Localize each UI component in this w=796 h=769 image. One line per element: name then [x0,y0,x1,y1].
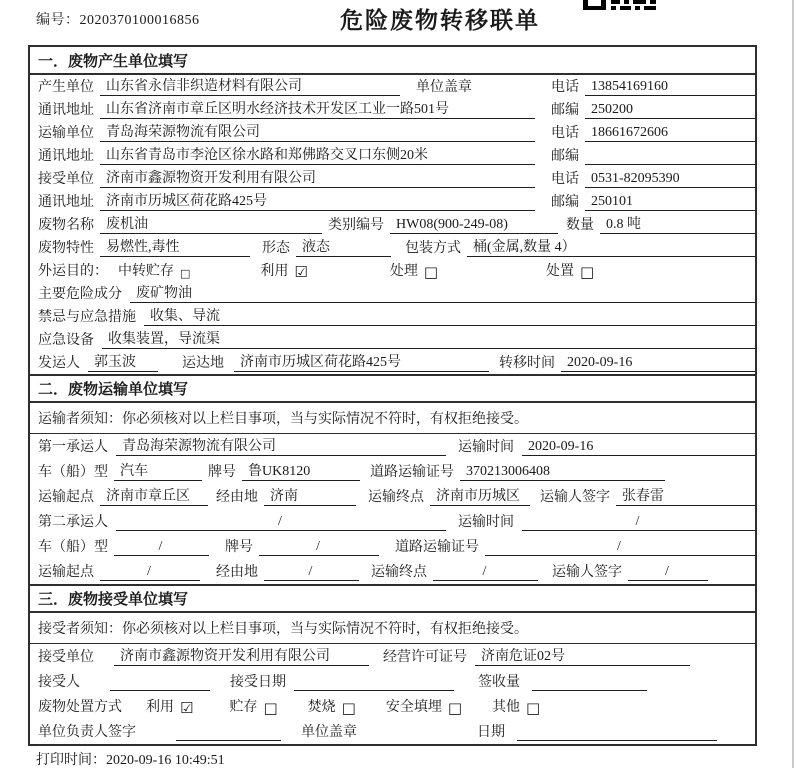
license-label: 经营许可证号 [383,650,467,665]
vehicle-type-label: 车（船）型 [38,465,108,480]
row-receiver [30,167,755,190]
transport-time-label: 运输时间 [458,515,514,530]
endpoint-label: 运输终点 [371,565,427,580]
first-vehicle-type-field: 汽车 [114,460,202,481]
chief-sign-label: 单位负责人签字 [38,725,136,740]
producer-address-field: 山东省济南市章丘区明水经济技术开发区工业一路501号 [100,98,535,119]
row-producer-address [30,98,755,121]
qr-code-fragment-icon [583,0,659,10]
phone-label: 电话 [551,172,579,187]
date-field [517,724,717,741]
receiver-address-field: 济南市历城区荷花路425号 [100,190,535,211]
disposal-landfill-checkbox-icon: □ [447,699,463,717]
second-carrier-field: / [116,514,446,531]
disposal-burn-checkbox [308,696,356,716]
first-road-permit-field: 370213006408 [460,464,665,481]
second-origin-field: / [100,564,200,581]
print-time-label: 打印时间： [36,753,106,768]
via-label: 经由地 [216,565,258,580]
amount-field [532,674,647,691]
second-endpoint-field: / [433,564,538,581]
row-shipper [30,351,755,374]
transporter-field: 青岛海荣源物流有限公司 [100,121,535,142]
row-chief-signature [30,719,755,744]
unit-seal-label: 单位盖章 [301,725,357,740]
receiver-label: 接受单位 [38,172,94,187]
treat-checkbox-icon: □ [423,263,439,281]
row-waste-character [30,236,755,259]
row-first-vehicle [30,459,755,484]
treat-label: 处理 [389,264,418,279]
shipper-field: 郭玉波 [88,351,158,372]
category-label: 类别编号 [328,218,384,233]
first-carrier-label: 第一承运人 [38,440,108,455]
zip-label: 邮编 [551,195,579,210]
row-emergency-equipment [30,328,755,351]
disposal-landfill-checkbox [386,696,462,716]
disposal-landfill-label: 安全填埋 [385,700,442,715]
disposal-burn-label: 焚烧 [307,700,336,715]
first-carrier-field: 青岛海荣源物流有限公司 [116,435,446,456]
row-hazard-component [30,282,755,305]
via-label: 经由地 [216,490,258,505]
disposal-method-label: 废物处置方式 [38,700,122,715]
row-acceptor [30,669,755,694]
row-second-route [30,559,755,584]
phone-label: 电话 [551,126,579,141]
plate-label: 牌号 [208,465,236,480]
packing-label: 包装方式 [405,241,461,256]
quantity-field: 0.8 吨 [600,213,755,234]
producer-phone-field: 13854169160 [585,79,755,96]
origin-label: 运输起点 [38,490,94,505]
treat-checkbox [390,260,438,280]
dispose-label: 处置 [546,264,575,279]
producer-zip-field: 250200 [585,102,755,119]
transfer-storage-checkbox [118,260,190,280]
row-second-vehicle [30,534,755,559]
disposal-other-checkbox [492,696,540,716]
address-label: 通讯地址 [38,149,94,164]
date-label: 日期 [477,725,505,740]
utilize-label: 利用 [260,264,289,279]
section1-title: 一．废物产生单位填写 [30,47,755,75]
row-transport-purpose [30,259,755,282]
transporter-label: 运输单位 [38,126,94,141]
first-origin-field: 济南市章丘区 [100,485,208,506]
transfer-time-field: 2020-09-16 [561,355,755,372]
disposal-store-label: 贮存 [229,700,258,715]
page-title: 危险废物转移联单 [340,7,540,33]
accept-date-label: 接受日期 [230,675,286,690]
zip-label: 邮编 [551,149,579,164]
transporter-notice: 运输者须知：你必须核对以上栏目事项，当与实际情况不符时，有权拒绝接受。 [30,403,755,434]
transfer-time-label: 转移时间 [499,356,555,371]
second-road-permit-field: / [485,539,755,556]
doc-number-value: 2020370100016856 [79,13,200,28]
second-plate-field: / [259,539,379,556]
accept-unit-field: 济南市鑫源物资开发利用有限公司 [114,645,369,666]
acceptor-field [110,674,210,691]
producer-label: 产生单位 [38,80,94,95]
waste-name-field: 废机油 [100,213,322,234]
receiver-phone-field: 0531-82095390 [585,171,755,188]
seal-label: 单位盖章 [416,80,472,95]
utilize-checkbox-icon: ☑ [294,263,308,281]
print-time-value: 2020-09-16 10:49:51 [106,753,225,768]
row-taboo-measures [30,305,755,328]
second-transport-time-field: / [522,514,755,531]
quantity-label: 数量 [566,218,594,233]
print-time [36,749,225,769]
character-field: 易燃性,毒性 [100,236,250,257]
row-first-carrier [30,434,755,459]
row-producer [30,75,755,98]
zip-label: 邮编 [551,103,579,118]
row-accept-unit [30,644,755,669]
license-field: 济南危证02号 [475,645,690,666]
chief-sign-field [176,724,281,741]
transporter-sign-label: 运输人签字 [540,490,610,505]
origin-label: 运输起点 [38,565,94,580]
taboo-label: 禁忌与应急措施 [38,310,136,325]
utilize-checkbox [260,260,307,280]
disposal-other-label: 其他 [492,700,521,715]
receiver-notice: 接受者须知：你必须核对以上栏目事项，当与实际情况不符时，有权拒绝接受。 [30,613,755,644]
equipment-label: 应急设备 [38,333,94,348]
second-vehicle-type-field: / [114,539,209,556]
document-header [0,0,796,44]
dispose-checkbox [546,260,594,280]
first-via-field: 济南 [264,485,356,506]
row-receiver-address [30,190,755,213]
page-edge-line [792,0,794,768]
equipment-field: 收集装置，导流渠 [102,328,755,349]
second-carrier-label: 第二承运人 [38,515,108,530]
first-transporter-sign-field: 张春雷 [616,485,755,506]
row-second-carrier [30,509,755,534]
accept-date-field [294,674,454,691]
accept-unit-label: 接受单位 [38,650,94,665]
producer-field: 山东省永信非织造材料有限公司 [100,75,400,96]
road-permit-label: 道路运输证号 [370,465,454,480]
road-permit-label: 道路运输证号 [395,540,479,555]
receiver-zip-field: 250101 [585,194,755,211]
doc-number-label: 编号： [36,13,80,28]
transport-time-label: 运输时间 [458,440,514,455]
purpose-label: 外运目的： [38,264,108,279]
transfer-storage-label: 中转贮存 [118,264,174,279]
transporter-sign-label: 运输人签字 [552,565,622,580]
endpoint-label: 运输终点 [368,490,424,505]
disposal-utilize-checkbox-icon: ☑ [180,699,194,717]
row-transporter [30,121,755,144]
character-label: 废物特性 [38,241,94,256]
hazard-field: 废矿物油 [130,282,755,303]
first-transport-time-field: 2020-09-16 [522,439,755,456]
row-waste-name [30,213,755,236]
section3-title: 三．废物接受单位填写 [30,584,755,613]
disposal-store-checkbox-icon: □ [263,699,278,717]
packing-field: 桶(金属,数量 4） [467,236,755,257]
vehicle-type-label: 车（船）型 [38,540,108,555]
disposal-utilize-label: 利用 [146,700,174,715]
receiver-field: 济南市鑫源物资开发利用有限公司 [100,167,535,188]
second-via-field: / [264,564,359,581]
category-field: HW08(900-249-08) [390,217,558,234]
transporter-address-field: 山东省青岛市李沧区徐水路和郑佛路交叉口东侧20米 [100,144,535,165]
taboo-field: 收集、导流 [144,305,755,326]
transfer-storage-checkbox-icon: □ [180,267,191,280]
phone-label: 电话 [551,80,579,95]
disposal-burn-checkbox-icon: □ [341,699,356,717]
transporter-zip-field [585,148,755,165]
form-label: 形态 [262,241,290,256]
section2-title: 二．废物运输单位填写 [30,374,755,403]
row-first-route [30,484,755,509]
disposal-store-checkbox [229,696,277,716]
acceptor-label: 接受人 [38,675,80,690]
address-label: 通讯地址 [38,195,94,210]
plate-label: 牌号 [225,540,253,555]
first-plate-field: 鲁UK8120 [242,460,360,481]
amount-label: 签收量 [478,675,520,690]
hazard-label: 主要危险成分 [38,287,122,302]
first-endpoint-field: 济南市历城区 [430,485,530,506]
destination-field: 济南市历城区荷花路425号 [234,351,489,372]
disposal-utilize-checkbox [146,696,193,716]
doc-number [36,9,200,29]
waste-name-label: 废物名称 [38,218,94,233]
dispose-checkbox-icon: □ [580,263,595,281]
second-transporter-sign-field: / [628,564,708,581]
address-label: 通讯地址 [38,103,94,118]
disposal-other-checkbox-icon: □ [526,699,541,717]
row-transporter-address [30,144,755,167]
row-disposal-method [30,694,755,719]
transporter-phone-field: 18661672606 [585,125,755,142]
manifest-table [28,45,757,746]
destination-label: 运达地 [182,356,224,371]
form-field: 液态 [296,236,391,257]
shipper-label: 发运人 [38,356,80,371]
